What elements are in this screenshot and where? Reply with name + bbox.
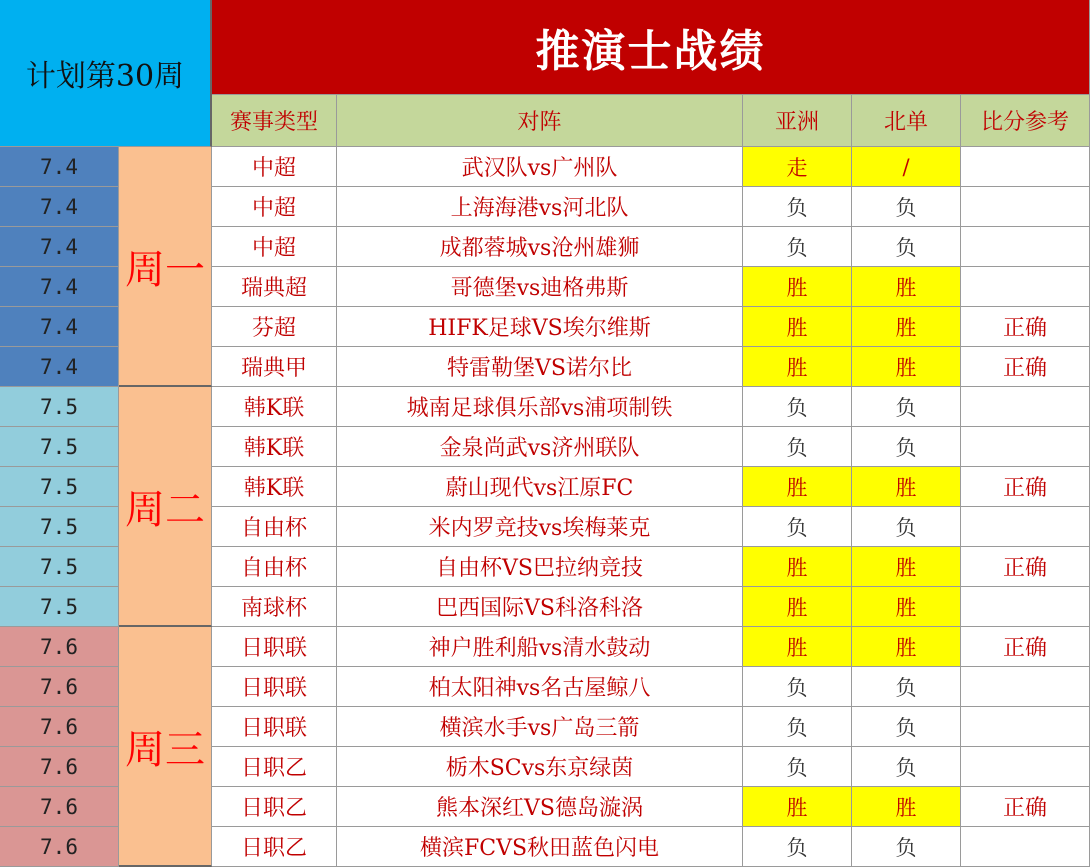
row-score-note <box>961 227 1090 267</box>
row-league: 自由杯 <box>212 507 337 547</box>
row-league: 自由杯 <box>212 547 337 587</box>
row-score-note: 正确 <box>961 547 1090 587</box>
row-date: 7.4 <box>0 347 119 387</box>
row-match: 米内罗竞技vs埃梅莱克 <box>337 507 743 547</box>
day-group-label: 周一 <box>119 147 212 387</box>
row-match: 熊本深红VS德岛漩涡 <box>337 787 743 827</box>
row-asia-result: 胜 <box>743 547 852 587</box>
row-beidan-result: 胜 <box>852 627 961 667</box>
row-asia-result: 胜 <box>743 267 852 307</box>
row-score-note <box>961 147 1090 187</box>
row-date: 7.5 <box>0 467 119 507</box>
row-date: 7.6 <box>0 747 119 787</box>
row-match: 柏太阳神vs名古屋鲸八 <box>337 667 743 707</box>
row-beidan-result: 胜 <box>852 347 961 387</box>
row-date: 7.6 <box>0 667 119 707</box>
row-date: 7.5 <box>0 507 119 547</box>
row-score-note: 正确 <box>961 467 1090 507</box>
column-header-asia: 亚洲 <box>743 95 852 147</box>
row-date: 7.5 <box>0 547 119 587</box>
row-beidan-result: 胜 <box>852 787 961 827</box>
row-beidan-result: 负 <box>852 667 961 707</box>
row-match: 成都蓉城vs沧州雄狮 <box>337 227 743 267</box>
row-beidan-result: 负 <box>852 387 961 427</box>
row-date: 7.4 <box>0 267 119 307</box>
row-score-note <box>961 587 1090 627</box>
row-match: 武汉队vs广州队 <box>337 147 743 187</box>
row-score-note <box>961 187 1090 227</box>
row-score-note: 正确 <box>961 347 1090 387</box>
row-date: 7.5 <box>0 427 119 467</box>
row-asia-result: 走 <box>743 147 852 187</box>
row-asia-result: 负 <box>743 427 852 467</box>
row-asia-result: 胜 <box>743 307 852 347</box>
row-date: 7.4 <box>0 307 119 347</box>
row-match: 特雷勒堡VS诺尔比 <box>337 347 743 387</box>
row-date: 7.4 <box>0 227 119 267</box>
row-league: 中超 <box>212 227 337 267</box>
row-beidan-result: 负 <box>852 187 961 227</box>
column-header-match: 对阵 <box>337 95 743 147</box>
row-beidan-result: 胜 <box>852 307 961 347</box>
row-league: 韩K联 <box>212 387 337 427</box>
row-league: 日职乙 <box>212 827 337 867</box>
row-beidan-result: 负 <box>852 507 961 547</box>
day-group-label: 周三 <box>119 627 212 867</box>
row-beidan-result: 负 <box>852 427 961 467</box>
row-score-note: 正确 <box>961 627 1090 667</box>
row-asia-result: 负 <box>743 667 852 707</box>
column-header-league: 赛事类型 <box>212 95 337 147</box>
row-beidan-result: 负 <box>852 707 961 747</box>
row-date: 7.6 <box>0 787 119 827</box>
row-score-note <box>961 387 1090 427</box>
plan-week-label: 计划第30周 <box>0 0 212 147</box>
row-score-note <box>961 427 1090 467</box>
column-header-score-ref: 比分参考 <box>961 95 1090 147</box>
row-date: 7.5 <box>0 587 119 627</box>
row-score-note <box>961 827 1090 867</box>
row-match: 城南足球俱乐部vs浦项制铁 <box>337 387 743 427</box>
row-league: 南球杯 <box>212 587 337 627</box>
row-league: 韩K联 <box>212 467 337 507</box>
day-group-label: 周二 <box>119 387 212 627</box>
row-match: 金泉尚武vs济州联队 <box>337 427 743 467</box>
row-score-note <box>961 267 1090 307</box>
row-beidan-result: / <box>852 147 961 187</box>
row-score-note <box>961 707 1090 747</box>
row-score-note <box>961 747 1090 787</box>
row-score-note <box>961 667 1090 707</box>
row-asia-result: 负 <box>743 827 852 867</box>
row-match: 横滨水手vs广岛三箭 <box>337 707 743 747</box>
row-beidan-result: 胜 <box>852 547 961 587</box>
row-asia-result: 胜 <box>743 787 852 827</box>
row-date: 7.5 <box>0 387 119 427</box>
row-match: 横滨FCVS秋田蓝色闪电 <box>337 827 743 867</box>
row-score-note: 正确 <box>961 307 1090 347</box>
row-asia-result: 负 <box>743 747 852 787</box>
row-league: 日职联 <box>212 627 337 667</box>
row-date: 7.6 <box>0 827 119 867</box>
column-header-beidan: 北单 <box>852 95 961 147</box>
row-league: 中超 <box>212 147 337 187</box>
row-score-note <box>961 507 1090 547</box>
row-date: 7.6 <box>0 707 119 747</box>
row-league: 芬超 <box>212 307 337 347</box>
row-asia-result: 负 <box>743 707 852 747</box>
row-league: 日职乙 <box>212 787 337 827</box>
row-score-note: 正确 <box>961 787 1090 827</box>
row-league: 韩K联 <box>212 427 337 467</box>
row-asia-result: 胜 <box>743 627 852 667</box>
row-beidan-result: 负 <box>852 747 961 787</box>
row-date: 7.6 <box>0 627 119 667</box>
row-date: 7.4 <box>0 147 119 187</box>
row-match: 上海海港vs河北队 <box>337 187 743 227</box>
row-match: 自由杯VS巴拉纳竞技 <box>337 547 743 587</box>
sheet-title: 推演士战绩 <box>212 0 1090 95</box>
row-league: 瑞典甲 <box>212 347 337 387</box>
row-match: 巴西国际VS科洛科洛 <box>337 587 743 627</box>
row-asia-result: 负 <box>743 387 852 427</box>
row-asia-result: 胜 <box>743 347 852 387</box>
row-beidan-result: 胜 <box>852 467 961 507</box>
row-match: 栃木SCvs东京绿茵 <box>337 747 743 787</box>
row-league: 中超 <box>212 187 337 227</box>
row-asia-result: 胜 <box>743 467 852 507</box>
row-league: 瑞典超 <box>212 267 337 307</box>
row-league: 日职联 <box>212 707 337 747</box>
row-match: HIFK足球VS埃尔维斯 <box>337 307 743 347</box>
row-match: 神户胜利船vs清水鼓动 <box>337 627 743 667</box>
row-league: 日职乙 <box>212 747 337 787</box>
row-asia-result: 负 <box>743 227 852 267</box>
row-beidan-result: 负 <box>852 227 961 267</box>
row-match: 蔚山现代vs江原FC <box>337 467 743 507</box>
row-beidan-result: 胜 <box>852 267 961 307</box>
row-asia-result: 负 <box>743 187 852 227</box>
row-beidan-result: 胜 <box>852 587 961 627</box>
row-beidan-result: 负 <box>852 827 961 867</box>
row-date: 7.4 <box>0 187 119 227</box>
row-league: 日职联 <box>212 667 337 707</box>
row-match: 哥德堡vs迪格弗斯 <box>337 267 743 307</box>
row-asia-result: 负 <box>743 507 852 547</box>
row-asia-result: 胜 <box>743 587 852 627</box>
